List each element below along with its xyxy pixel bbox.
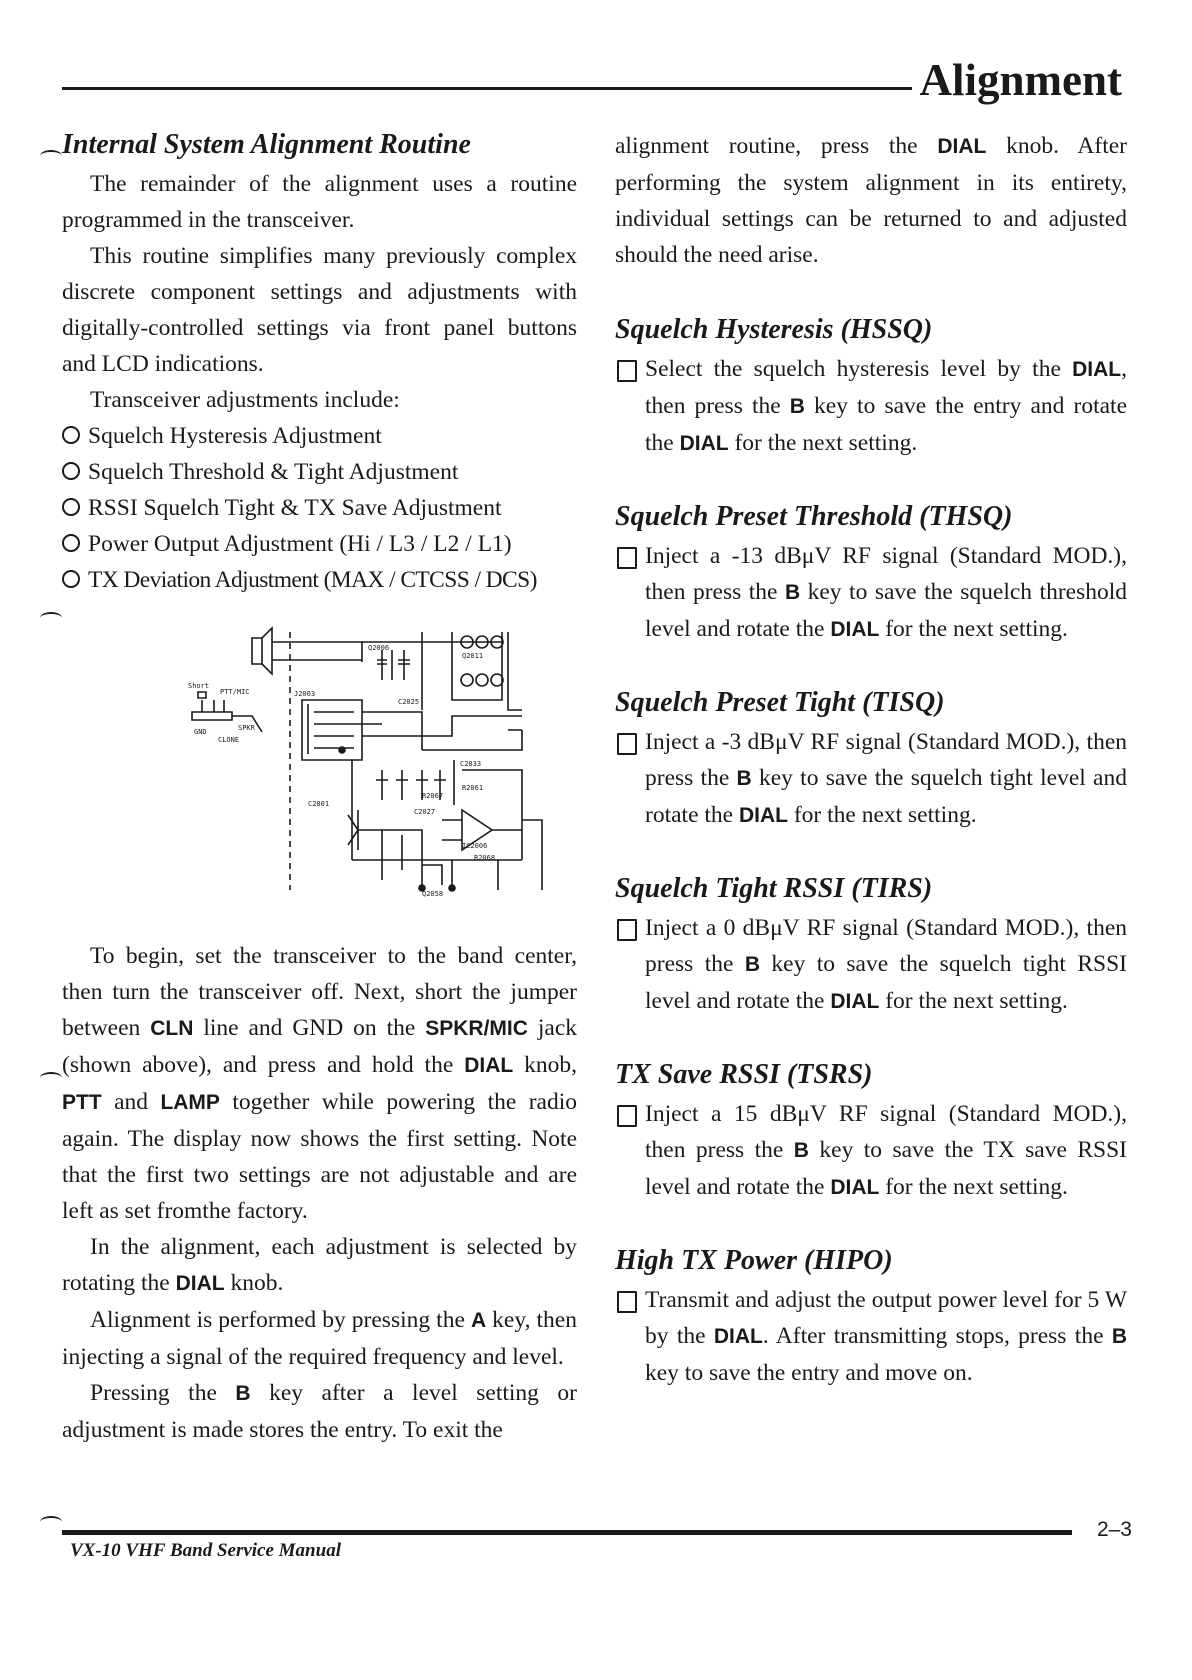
- checkbox-icon: [617, 919, 637, 941]
- checkbox-icon: [617, 360, 637, 382]
- right-column: [615, 128, 1127, 1391]
- schematic-diagram: [122, 620, 562, 900]
- schematic-label: PTT/MIC: [220, 688, 250, 696]
- step-heading: High TX Power (HIPO): [615, 1245, 893, 1276]
- step-heading: Squelch Hysteresis (HSSQ): [615, 314, 933, 345]
- checklist-step: Inject a 0 dBμV RF signal (Standard MOD.), then press the B key to save the squelch tight RSSI level and rotate the DIAL for the next setting.: [615, 910, 1127, 1020]
- step-heading: Squelch Tight RSSI (TIRS): [615, 873, 933, 904]
- schematic-label: IC2006: [462, 842, 488, 850]
- page-title: Alignment: [919, 55, 1122, 105]
- checkbox-icon: [617, 1291, 637, 1313]
- checkbox-icon: [617, 733, 637, 755]
- schematic-label: GND: [194, 728, 207, 736]
- checklist-step: Select the squelch hysteresis level by the DIAL, then press the B key to save the entry and rotate the DIAL for the next setting.: [615, 351, 1127, 462]
- schematic-label: Q2006: [368, 644, 390, 652]
- left-column: [62, 128, 577, 1448]
- circle-bullet-icon: [62, 426, 80, 444]
- schematic-label: Short: [188, 682, 210, 690]
- page-number: 2–3: [1096, 1518, 1132, 1541]
- checklist-step: Transmit and adjust the output power level for 5 W by the DIAL. After transmitting stops, press the B key to save the entry and move on.: [615, 1282, 1127, 1391]
- schematic-label: C2027: [414, 808, 436, 816]
- schematic-label: Q2058: [422, 890, 444, 898]
- binding-mark: [40, 1516, 62, 1528]
- circle-bullet-icon: [62, 462, 80, 480]
- schematic-label: R2061: [462, 784, 484, 792]
- alignment-step-section: [615, 313, 1127, 462]
- paragraph: The remainder of the alignment uses a routine programmed in the transceiver.: [62, 171, 577, 233]
- step-heading: Squelch Preset Tight (TISQ): [615, 687, 945, 718]
- list-item: Squelch Threshold & Tight Adjustment: [62, 454, 577, 490]
- checkbox-icon: [617, 1105, 637, 1127]
- section-heading: Internal System Alignment Routine: [62, 129, 471, 160]
- manual-title: VX-10 VHF Band Service Manual: [70, 1540, 341, 1561]
- checklist-step: Inject a -3 dBμV RF signal (Standard MOD.), then press the B key to save the squelch tight level and rotate the DIAL for the next setting.: [615, 724, 1127, 834]
- footer-rule: [62, 1530, 1072, 1535]
- alignment-step-section: [615, 1058, 1127, 1206]
- step-heading: Squelch Preset Threshold (THSQ): [615, 501, 1013, 532]
- paragraph: Alignment is performed by pressing the A key, then injecting a signal of the required frequency and level.: [62, 1307, 577, 1370]
- schematic-label: SPKR: [238, 724, 255, 732]
- paragraph: To begin, set the transceiver to the band center, then turn the transceiver off. Next, short the jumper between CLN line and GND on the SPKR/MIC jack (shown above), and press and hold the DIAL knob, PTT and LAMP together while powering the radio again. The display now shows the first setting. Note that the first two settings are not adjustable and are left as set fromthe factory.: [62, 943, 578, 1224]
- list-item: TX Deviation Adjustment (MAX / CTCSS / DCS): [62, 562, 577, 598]
- paragraph: alignment routine, press the DIAL knob. After performing the system alignment in its entirety, individual settings can be returned to and adjusted should the need arise.: [615, 133, 1127, 268]
- binding-mark: [40, 1072, 62, 1084]
- list-item: Squelch Hysteresis Adjustment: [62, 418, 577, 454]
- list-item: Power Output Adjustment (Hi / L3 / L2 / L1): [62, 526, 577, 562]
- alignment-step-section: [615, 686, 1127, 834]
- circle-bullet-icon: [62, 570, 80, 588]
- checklist-step: Inject a 15 dBμV RF signal (Standard MOD.), then press the B key to save the TX save RSSI level and rotate the DIAL for the next setting.: [615, 1096, 1127, 1206]
- adjustment-list: [62, 418, 577, 598]
- alignment-step-section: [615, 1244, 1127, 1391]
- paragraph: Transceiver adjustments include:: [90, 387, 400, 413]
- schematic-label: CLONE: [218, 736, 240, 744]
- checkbox-icon: [617, 547, 637, 569]
- paragraph: This routine simplifies many previously complex discrete component settings and adjustments with digitally-controlled settings via front panel buttons and LCD indications.: [62, 243, 577, 377]
- schematic-label: C2001: [308, 800, 330, 808]
- circle-bullet-icon: [62, 534, 80, 552]
- schematic-label: Q2011: [462, 652, 484, 660]
- checklist-step: Inject a -13 dBμV RF signal (Standard MOD.), then press the B key to save the squelch threshold level and rotate the DIAL for the next setting.: [615, 538, 1127, 648]
- binding-mark: [40, 150, 62, 162]
- schematic-label: C2033: [460, 760, 482, 768]
- step-heading: TX Save RSSI (TSRS): [615, 1059, 873, 1090]
- alignment-step-section: [615, 872, 1127, 1020]
- header-rule: [62, 87, 912, 90]
- schematic-label: R2068: [474, 854, 496, 862]
- schematic-label: J2003: [294, 690, 316, 698]
- schematic-label: R2067: [422, 792, 444, 800]
- list-item: RSSI Squelch Tight & TX Save Adjustment: [62, 490, 577, 526]
- schematic-label: C2025: [398, 698, 420, 706]
- binding-mark: [40, 612, 62, 624]
- alignment-step-section: [615, 500, 1127, 648]
- paragraph: In the alignment, each adjustment is selected by rotating the DIAL knob.: [62, 1234, 577, 1296]
- circle-bullet-icon: [62, 498, 80, 516]
- paragraph: Pressing the B key after a level setting or adjustment is made stores the entry. To exit the: [62, 1380, 578, 1443]
